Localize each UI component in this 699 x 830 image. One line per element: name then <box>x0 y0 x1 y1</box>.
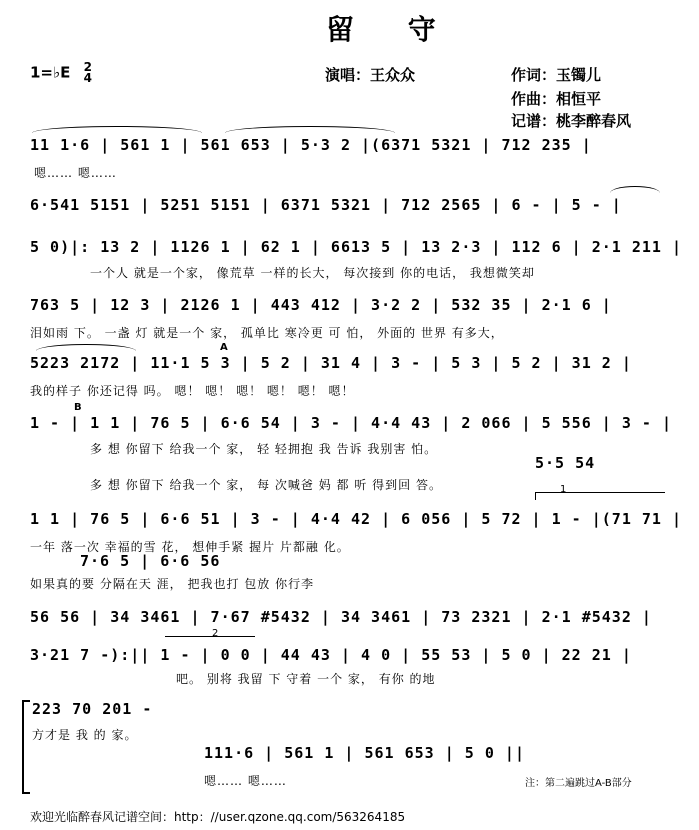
score-row-10-notes: 3·21 7 -):|| 1 - | 0 0 | 44 43 | 4 0 | 55 53 | 5 0 | 22 21 | <box>30 646 632 664</box>
lyricist-credit: 作词：玉镯儿 <box>511 66 602 84</box>
score-row-6-alt-notes: 5·5 54 <box>535 454 596 472</box>
score-row-10-lyric: 吧。 别将 我留 下 守着 一个 家， 有你 的地 <box>176 672 436 686</box>
footer-credit: 欢迎光临醉春风记谱空间：http：//user.qzone.qq.com/563264185 <box>30 810 406 824</box>
score-row-5-lyric: 我的样子 你还记得 吗。 嗯！ 嗯！ 嗯！ 嗯！ 嗯！ 嗯！ <box>30 384 355 398</box>
time-signature <box>84 62 92 84</box>
song-title: 留 守 <box>326 13 458 46</box>
composer-credit: 作曲：相恒平 <box>511 90 602 108</box>
score-row-6-lyric: 多 想 你留下 给我一个 家， 轻 轻拥抱 我 告诉 我别害 怕。 <box>90 442 438 456</box>
score-row-1-lyric: 嗯…… 嗯…… <box>34 166 117 180</box>
score-row-12-lyric: 嗯…… 嗯…… <box>204 774 287 788</box>
score-row-3-notes: 5 0)|: 13 2 | 1126 1 | 62 1 | 6613 5 | 13 2·3 | 112 6 | 2·1 211 | <box>30 238 682 256</box>
score-row-9-notes: 56 56 | 34 3461 | 7·67 #5432 | 34 3461 | 73 2321 | 2·1 #5432 | <box>30 608 652 626</box>
score-row-6-notes: 1 - | 1 1 | 76 5 | 6·6 54 | 3 - | 4·4 43 | 2 066 | 5 556 | 3 - | <box>30 414 672 432</box>
score-row-7-notes: 1 1 | 76 5 | 6·6 51 | 3 - | 4·4 42 | 6 056 | 5 72 | 1 - |(71 71 | <box>30 510 682 528</box>
score-row-8-notes: 7·6 5 | 6·6 56 <box>80 552 221 570</box>
score-row-7-lyric: 一年 落一次 幸福的雪 花， 想伸手紧 握片 片都融 化。 <box>30 540 350 554</box>
score-row-4-lyric: 泪如雨 下。 一盏 灯 就是一个 家， 孤单比 寒冷更 可 怕， 外面的 世界 有多大， <box>30 326 504 340</box>
score-row-1-notes: 11 1·6 | 561 1 | 561 653 | 5·3 2 |(6371 5321 | 712 235 | <box>30 136 592 154</box>
score-row-11-lyric: 方才是 我 的 家。 <box>32 728 138 742</box>
volta-2-bracket <box>165 636 255 638</box>
transcriber-credit: 记谱：桃李醉春风 <box>511 112 632 130</box>
key-signature <box>30 62 92 84</box>
score-row-5-notes: 5223 2172 | 11·1 5 3 | 5 2 | 31 4 | 3 - | 5 3 | 5 2 | 31 2 | <box>30 354 632 372</box>
slur-mark <box>32 126 202 133</box>
segment-mark-b: B <box>74 402 82 413</box>
score-row-11-notes: 223 70 201 - <box>32 700 153 718</box>
score-row-3-lyric: 一个人 就是一个家， 像荒草 一样的长大， 每次接到 你的电话， 我想微笑却 <box>90 266 535 280</box>
score-row-4-notes: 763 5 | 12 3 | 2126 1 | 443 412 | 3·2 2 | 532 35 | 2·1 6 | <box>30 296 612 314</box>
score-row-12-notes: 111·6 | 561 1 | 561 653 | 5 0 || <box>204 744 525 762</box>
time-numerator: 2 <box>83 60 92 74</box>
score-row-8-lyric: 如果真的要 分隔在天 涯， 把我也打 包放 你行李 <box>30 577 315 591</box>
slur-mark <box>610 186 660 193</box>
score-row-6-alt-lyric: 多 想 你留下 给我一个 家， 每 次喊爸 妈 都 听 得到回 答。 <box>90 478 442 492</box>
time-denominator: 4 <box>83 71 92 85</box>
score-row-2-notes: 6·541 5151 | 5251 5151 | 6371 5321 | 712 2565 | 6 - | 5 - | <box>30 196 622 214</box>
key-value: 1=♭E <box>30 63 71 82</box>
volta-1-label: 1 <box>560 484 567 495</box>
volta-bracket <box>535 492 665 494</box>
volta-2-label: 2 <box>212 628 219 639</box>
segment-mark-a: A <box>220 342 228 353</box>
system-brace <box>22 700 30 794</box>
singer-credit: 演唱：王众众 <box>325 66 416 84</box>
slur-mark <box>225 126 395 133</box>
performance-note: 注：第二遍跳过A-B部分 <box>525 778 632 789</box>
slur-mark <box>36 344 136 351</box>
